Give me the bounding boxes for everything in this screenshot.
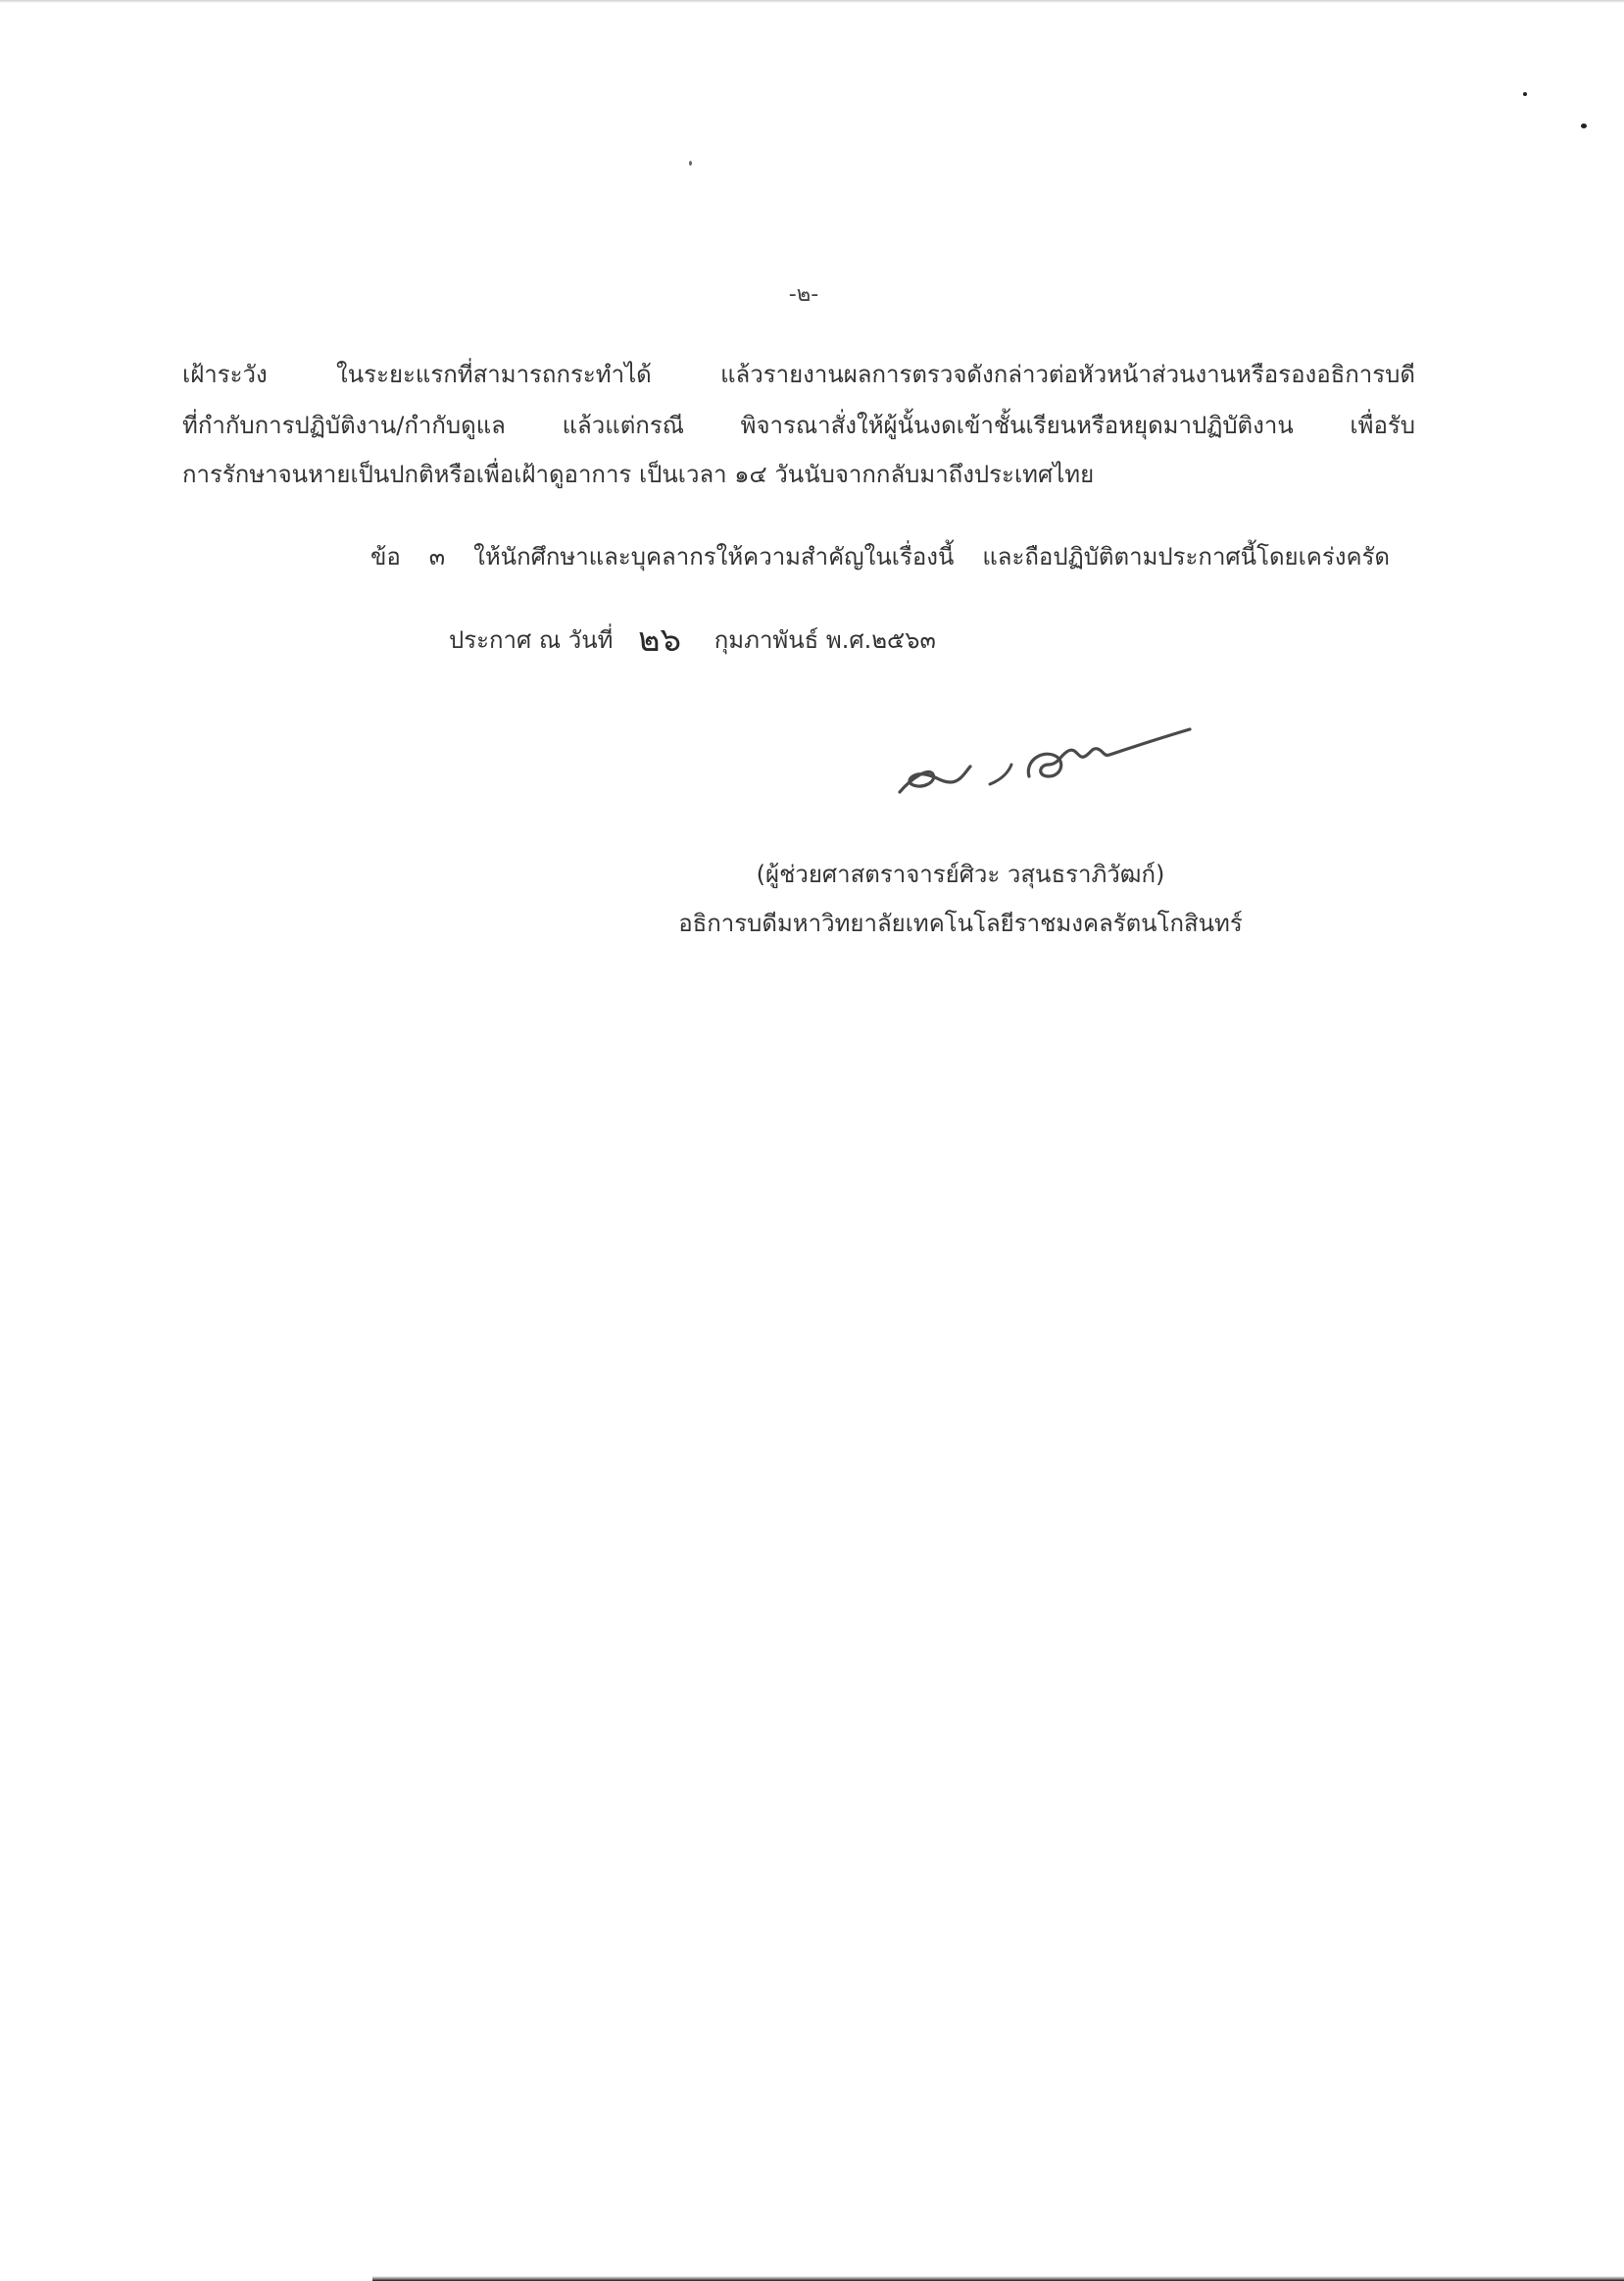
signer-title: อธิการบดีมหาวิทยาลัยเทคโนโลยีราชมงคลรัตนโกสินทร์ <box>678 910 1243 937</box>
signer-name: (ผู้ช่วยศาสตราจารย์ศิวะ วสุนธราภิวัฒก์) <box>756 861 1165 888</box>
clause-3: ข้อ ๓ ให้นักศึกษาและบุคลากรให้ความสำคัญในเรื่องนี้ และถือปฏิบัติตามประกาศนี้โดยเคร่งครัด <box>370 543 1390 570</box>
scan-speck <box>1581 124 1587 128</box>
handwritten-day: ๒๖ <box>638 620 682 660</box>
scan-bottom-edge <box>372 2276 1624 2281</box>
paragraph-line: เฝ้าระวัง ในระยะแรกที่สามารถกระทำได้ แล้วรายงานผลการตรวจดังกล่าวต่อหัวหน้าส่วนงานหรือรองอธิการบดี <box>182 361 1415 388</box>
announcement-date <box>449 620 936 660</box>
page-number: -๒- <box>788 282 819 307</box>
signature <box>882 706 1206 814</box>
announcement-prefix: ประกาศ ณ วันที่ <box>449 626 614 654</box>
scan-speck <box>1523 92 1527 96</box>
paragraph-line: ที่กำกับการปฏิบัติงาน/กำกับดูแล แล้วแต่กรณี พิจารณาสั่งให้ผู้นั้นงดเข้าชั้นเรียนหรือหยุดมาปฏิบัติงาน เพื่อรับ <box>182 412 1415 439</box>
paragraph-line: การรักษาจนหายเป็นปกติหรือเพื่อเฝ้าดูอาการ เป็นเวลา ๑๔ วันนับจากกลับมาถึงประเทศไทย <box>182 461 1095 488</box>
scan-top-edge <box>0 0 1624 3</box>
announcement-month-year: กุมภาพันธ์ พ.ศ.๒๕๖๓ <box>714 626 936 654</box>
scan-speck <box>689 161 692 166</box>
